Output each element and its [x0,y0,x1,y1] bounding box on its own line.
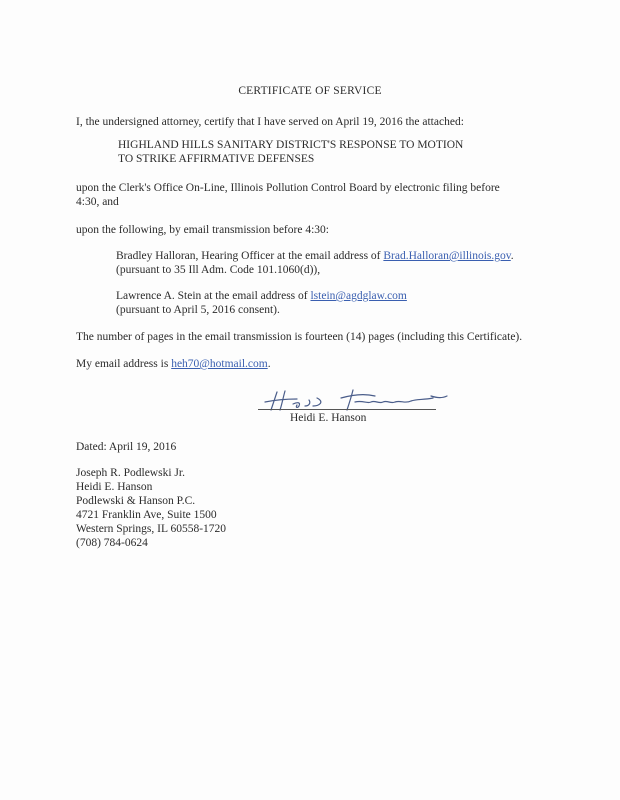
halloran-email-link[interactable]: Brad.Halloran@illinois.gov [383,250,511,262]
address-line: Podlewski & Hanson P.C. [76,495,196,507]
recipient-halloran [116,249,514,263]
recipient-stein [116,289,407,303]
following-paragraph: upon the following, by email transmission before 4:30: [76,224,329,236]
pages-note: The number of pages in the email transmission is fourteen (14) pages (including this Certificate). [76,331,523,343]
address-line: Joseph R. Podlewski Jr. [76,467,185,479]
recipient-halloran-text: Bradley Halloran, Hearing Officer at the email address of [116,250,384,262]
address-line: Heidi E. Hanson [76,481,153,493]
signer-name: Heidi E. Hanson [290,412,367,424]
signature-line [258,409,436,410]
my-email-suffix: . [267,358,271,370]
address-line: Western Springs, IL 60558-1720 [76,523,227,535]
recipient-halloran-note: (pursuant to 35 Ill Adm. Code 101.1060(d)), [116,264,321,276]
my-email-line [76,357,271,371]
certificate-title: CERTIFICATE OF SERVICE [238,85,382,97]
stein-email-link[interactable]: lstein@agdglaw.com [310,290,407,302]
clerk-paragraph-line-2: 4:30, and [76,196,119,208]
document-title-line-2: TO STRIKE AFFIRMATIVE DEFENSES [118,153,315,165]
intro-paragraph: I, the undersigned attorney, certify that I have served on April 19, 2016 the attached: [76,116,464,128]
dated-line: Dated: April 19, 2016 [76,441,177,453]
address-line: 4721 Franklin Ave, Suite 1500 [76,509,217,521]
clerk-paragraph-line-1: upon the Clerk's Office On-Line, Illinois Pollution Control Board by electronic filing before [76,182,500,194]
my-email-prefix: My email address is [76,358,172,370]
recipient-stein-text: Lawrence A. Stein at the email address of [116,290,311,302]
my-email-link[interactable]: heh70@hotmail.com [171,358,268,370]
document-title-line-1: HIGHLAND HILLS SANITARY DISTRICT'S RESPONSE TO MOTION [118,139,464,151]
address-line: (708) 784-0624 [76,537,148,549]
recipient-halloran-suffix: . [510,250,514,262]
recipient-stein-note: (pursuant to April 5, 2016 consent). [116,304,280,316]
